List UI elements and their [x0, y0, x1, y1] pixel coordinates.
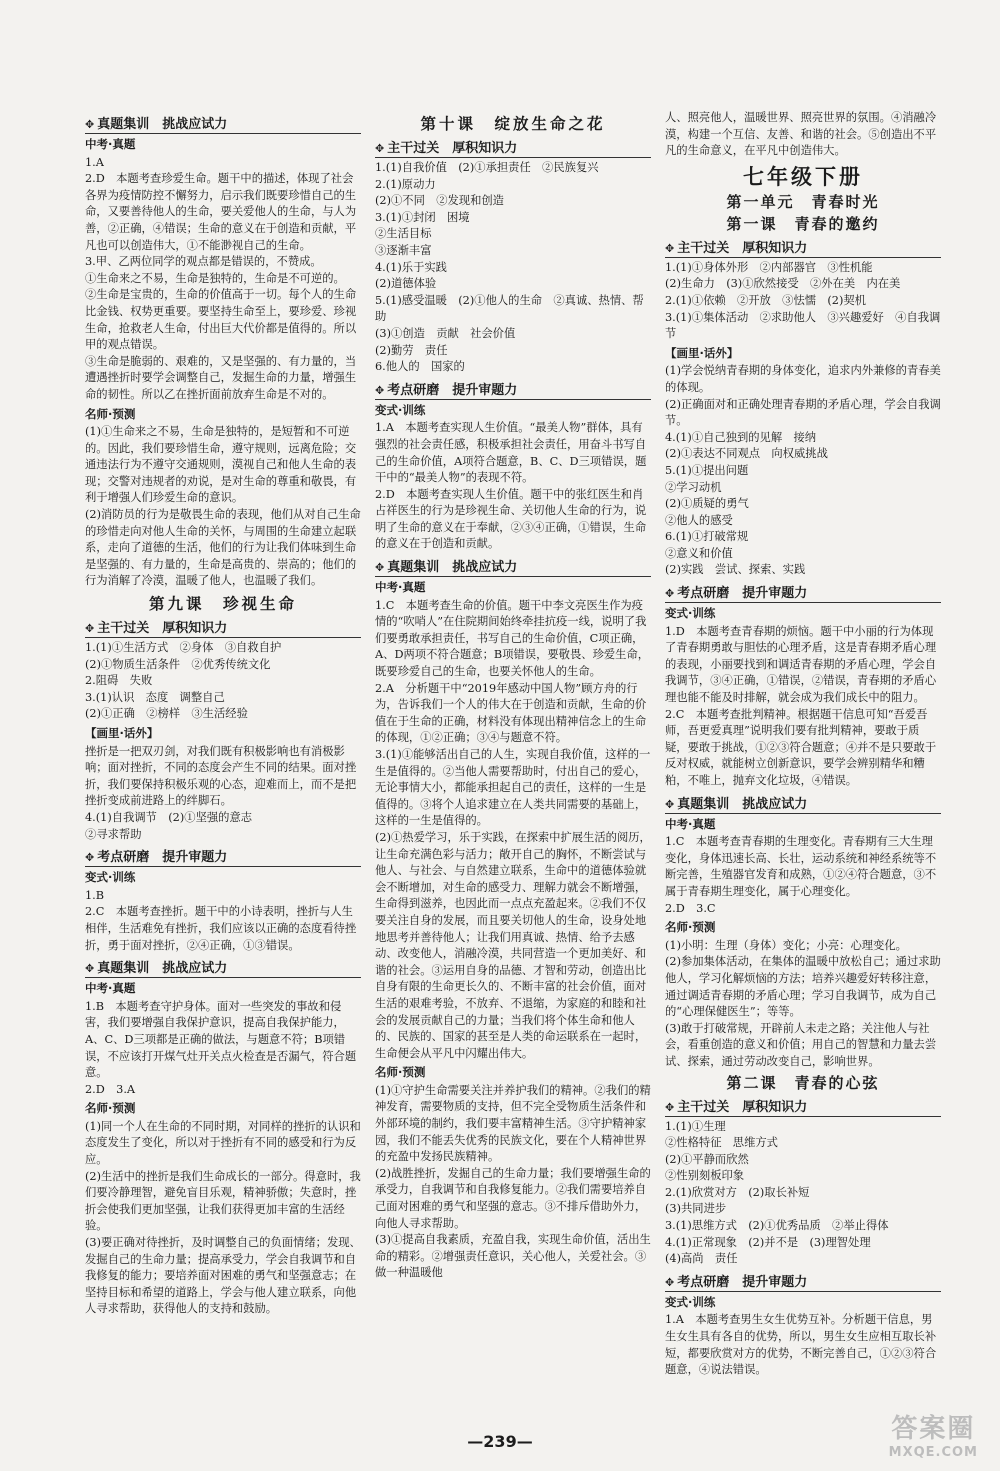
sub-heading: 名师·预测 — [375, 1065, 426, 1080]
answer-paragraph: 1.C 本题考查生命的价值。题干中李文亮医生作为疫情的“吹哨人”在住院期间始终牵挂抗疫一线，说明了我们要勇敢承担责任，书写自己的生命价值，C项正确，A、D两项不符合题意；B项错误，要敬畏、珍爱生命，既要珍爱自己的生命，也要关怀他人的生命。 — [375, 598, 650, 679]
answer-paragraph: 6.他人的 国家的 — [375, 360, 465, 374]
page-number: —239— — [467, 1432, 533, 1451]
answer-paragraph: ②生活目标 — [375, 227, 432, 241]
answer-paragraph: (1)①守护生命需要关注并养护我们的精神。②我们的精神发育，需要物质的支持，但不完全受物质生活条件和外部环境的制约，我们要丰富精神生活。③守护精神家园，我们不能丢失优秀的民族文化，要在个人精神世界的充盈中发扬民族精神。 — [375, 1083, 651, 1164]
section-diamond-icon: ✥ — [85, 962, 95, 976]
answer-paragraph: (2)参加集体活动，在集体的温暖中放松自己；通过求助他人，学习化解烦恼的方法；培养兴趣爱好转移注意，通过调适青春期的矛盾心理；学习自我调节，成为自己的“心理保健医生”；等等。 — [665, 955, 941, 1019]
answer-paragraph: ②学习动机 — [665, 480, 722, 494]
section-header — [375, 382, 651, 400]
answer-paragraph: (2)①表达不同观点 向权威挑战 — [665, 447, 828, 461]
section-header-text: 主干过关 厚积知识力 — [677, 240, 808, 256]
answer-paragraph: (2)①正确 ②榜样 ③生活经验 — [85, 707, 248, 721]
answer-paragraph: 2.(1)欣赏对方 (2)取长补短 — [665, 1185, 810, 1199]
section-header-text: 主干过关 厚积知识力 — [387, 141, 518, 156]
answer-paragraph: 1.A — [85, 155, 104, 169]
column-right — [665, 110, 941, 1410]
answer-paragraph: 4.(1)自我调节 (2)①坚强的意志 — [85, 810, 253, 824]
answer-paragraph: 2.C 本题考查挫折。题干中的小诗表明，挫折与人生相伴，生活难免有挫折，我们应该以正确的态度看待挫折，勇于面对挫折，②④正确，①③错误。 — [85, 905, 357, 952]
answer-paragraph: 2.D 本题考查珍爱生命。题干中的描述，体现了社会各界为疫情防控不懈努力，启示我们既要珍惜自己的生命，又要善待他人的生命，要关爱他人的生命，与人为善，②正确，④错误；生命的意义在于创造和贡献，平凡也可以创造伟大，①不能渺视自己的生命。 — [85, 172, 357, 252]
answer-paragraph: (2)①物质生活条件 ②优秀传统文化 — [85, 657, 271, 671]
section-header — [85, 960, 361, 978]
answer-paragraph: (3)要正确对待挫折，及时调整自己的负面情绪；发现、发掘自己的生命力量；提高承受力，学会自我调节和自我修复的能力；要培养面对困难的勇气和坚强意志；在坚持目标和希望的道路上，学会与他人建立联系，向他人寻求帮助，获得他人的支持和鼓励。 — [85, 1236, 361, 1316]
answer-paragraph: 2.(1)原动力 — [375, 177, 436, 191]
section-header-text: 考点研磨 提升审题力 — [97, 850, 228, 866]
answer-paragraph: 1.(1)①身体外形 ②内部器官 ③性机能 — [665, 260, 873, 274]
answer-paragraph: 2.D 3.A — [85, 1082, 136, 1096]
answer-paragraph: 2.C 本题考查批判精神。根据题干信息可知“吾爱吾师，吾更爱真理”说明我们要有批判精神，要敢于质疑，要敢于挑战，①②③符合题意；④并不是只要敢于反对权威，就能树立创新意识，要学会辨别精华和糟粕，不唯上，抛弃文化垃圾，④错误。 — [665, 707, 937, 787]
section-diamond-icon: ✥ — [665, 797, 675, 811]
answer-paragraph: (1)学会悦纳青春期的身体变化，追求内外兼修的青春美的体现。 — [665, 364, 941, 394]
watermark-url: MXQE.COM — [888, 1445, 978, 1460]
answer-paragraph: (2)生活中的挫折是我们生命成长的一部分。得意时，我们要冷静理智，避免盲目乐观，精神骄傲；失意时，挫折会使我们更加坚强，让我们获得更加丰富的生活经验。 — [85, 1169, 361, 1233]
section-header-text: 真题集训 挑战应试力 — [387, 560, 518, 576]
answer-paragraph: ③逐渐丰富 — [375, 243, 432, 257]
section-diamond-icon: ✥ — [375, 383, 385, 397]
unit-title: 第一课 青春的邀约 — [726, 214, 880, 233]
sub-heading: 中考·真题 — [665, 816, 716, 831]
answer-paragraph: (2)①平静而欣然 — [665, 1152, 749, 1166]
answer-paragraph: ③生命是脆弱的、艰难的，又是坚强的、有力量的，当遭遇挫折时要学会调整自己，发掘生命的力量，增强生命的韧性。所以乙在挫折面前放弃生命是不对的。 — [85, 354, 357, 401]
answer-paragraph: 2.A 分析题干中“2019年感动中国人物”顾方舟的行为，告诉我们一个人的伟大在于创造和贡献，生命的价值在于生命的正确，材料没有体现出精神信念上的生命的体现，①②正确；③④与题意不符。 — [375, 681, 647, 745]
answer-paragraph: (2)①热爱学习，乐于实践，在探索中扩展生活的阅历，让生命充满色彩与活力；敞开自己的胸怀，不断尝试与他人、与社会、与自然建立联系，生命中的道德体验就会不断增加，对生命的感受力、理解力就会不断增强，生命得到滋养，也因此而一点点充盈起来。②我们不仅要关注自身的发展，而且要关切他人的生命，设身处地地思考并善待他人；让我们用真诚、热情、给予去感动、改变他人，消融冷漠，共同营造一个更加美好、和谐的社会。③运用自身的品德、才智和劳动，创造出比自身有限的生命更长久的、不断丰富的社会价值，面对生活的艰难考验，不放弃、不退缩，为家庭的和睦和社会的发展贡献自己的力量；当我们将个体生命和他人的、民族的、国家的甚至是人类的命运联系在一起时，生命便会从平凡中闪耀出伟大。 — [375, 830, 651, 1060]
answer-paragraph: 3.(1)认识 态度 调整自己 — [85, 690, 225, 704]
section-header — [375, 559, 651, 577]
answer-paragraph: 5.(1)①提出问题 — [665, 463, 749, 477]
section-diamond-icon: ✥ — [375, 142, 385, 155]
sub-heading: 名师·预测 — [85, 1101, 136, 1116]
section-header-text: 主干过关 厚积知识力 — [677, 1099, 808, 1115]
watermark-logo — [889, 1408, 978, 1460]
section-diamond-icon: ✥ — [85, 118, 95, 131]
column-middle — [375, 110, 651, 1410]
section-diamond-icon: ✥ — [85, 622, 95, 636]
answer-paragraph: 1.B 本题考查守护身体。面对一些突发的事故和侵害，我们要增强自我保护意识，提高自我保护能力，A、C、D三项都是正确的做法，与题意不符；B项错误，不应该打开煤气灶开关点火检查是否漏气，符合题意。 — [85, 999, 357, 1080]
answer-paragraph: ②意义和价值 — [665, 546, 733, 560]
sub-heading: 名师·预测 — [85, 406, 136, 421]
answer-paragraph: ②性别刻板印象 — [665, 1169, 745, 1183]
answer-paragraph: (3)敢于打破常规，开辟前人未走之路；关注他人与社会，看重创造的意义和价值；用自己的智慧和力量去尝试、探索，通过劳动改变自己，影响世界。 — [665, 1021, 937, 1068]
answer-paragraph: 4.(1)①自己独到的见解 接纳 — [665, 430, 817, 444]
section-diamond-icon: ✥ — [85, 851, 95, 865]
section-header-text: 真题集训 挑战应试力 — [97, 961, 228, 977]
answer-paragraph: (2)正确面对和正确处理青春期的矛盾心理，学会自我调节。 — [665, 397, 941, 428]
watermark-text: 答案圈 — [891, 1414, 976, 1444]
answer-paragraph: (1)同一个人在生命的不同时期，对同样的挫折的认识和态度发生了变化，所以对于挫折有不同的感受和行为反应。 — [85, 1119, 361, 1167]
answer-paragraph: (1)①生命来之不易，生命是独特的，是短暂和不可逆的。因此，我们要珍惜生命，遵守规则，远离危险；交通违法行为不遵守交通规则，漠视自己和他人生命的表现；交警对违规者的劝说，是对生命的尊重和敬畏，有利于增强人们珍爱生命的意识。 — [85, 425, 357, 505]
answer-paragraph: 2.D 3.C — [665, 901, 716, 915]
sub-heading: 变式·训练 — [665, 606, 716, 621]
section-diamond-icon: ✥ — [665, 1100, 675, 1114]
answer-paragraph: 6.(1)①打破常规 — [665, 530, 749, 544]
answer-paragraph: (3)①创造 贡献 社会价值 — [375, 326, 516, 340]
sub-heading: 中考·真题 — [375, 580, 426, 595]
sub-heading: 名师·预测 — [665, 920, 716, 935]
answer-paragraph: (2)生命力 (3)①欣然接受 ②外在美 内在美 — [665, 277, 901, 291]
section-header-text: 真题集训 挑战应试力 — [677, 796, 808, 812]
answer-paragraph: 人、照亮他人，温暖世界、照亮世界的氛围。④消融冷漠，构建一个互信、友善、和谐的社会。⑤创造出不平凡的生命意义，在平凡中创造伟大。 — [665, 111, 937, 158]
answer-paragraph: 1.D 本题考查青春期的烦恼。题干中小丽的行为体现了青春期勇敢与胆怯的心理矛盾，这是青春期矛盾心理的表现，小丽要找到和调适青春期的矛盾心理，学会自我调节，③④正确，①错误，②错误，青春期的矛盾心理也能不能及时排解，就会成为我们成长中的阻力。 — [665, 624, 937, 705]
answer-paragraph: 挫折是一把双刃剑，对我们既有积极影响也有消极影响；面对挫折，不同的态度会产生不同的结果。面对挫折，我们要保持积极乐观的心态，迎难而上，而不是把挫折变成前进路上的绊脚石。 — [85, 744, 357, 808]
sub-heading: 【画里·话外】 — [665, 345, 739, 360]
section-diamond-icon: ✥ — [665, 587, 675, 601]
answer-paragraph: ②性格特征 思维方式 — [665, 1136, 778, 1150]
answer-paragraph: ②生命是宝贵的，生命的价值高于一切。每个人的生命比金钱、权势更重要。要坚持生命至上，要珍爱、珍视生命，抢救老人生命，付出巨大代价都是值得的。所以甲的观点错误。 — [85, 288, 357, 352]
section-header — [375, 140, 651, 158]
answer-paragraph: 1.(1)自我价值 (2)①承担责任 ②民族复兴 — [375, 161, 599, 174]
section-header — [85, 849, 361, 867]
answer-paragraph: 1.A 本题考查男生女生优势互补。分析题干信息，男生女生具有各自的优势，所以，男生女生应相互取长补短，都要欣赏对方的优势，不断完善自己，①②③符合题意，④说法错误。 — [665, 1313, 937, 1377]
answer-paragraph: (2)①不同 ②发现和创造 — [375, 194, 504, 208]
answer-paragraph: 4.(1)乐于实践 — [375, 260, 447, 274]
answer-paragraph: 3.(1)思维方式 (2)①优秀品质 ②举止得体 — [665, 1219, 889, 1233]
unit-title: 第一单元 青春时光 — [726, 192, 880, 211]
answer-paragraph: 3.甲、乙两位同学的观点都是错误的，不赞成。 — [85, 255, 322, 269]
sub-heading: 变式·训练 — [665, 1294, 716, 1309]
section-header — [665, 585, 941, 603]
section-header — [665, 1099, 941, 1117]
answer-paragraph: ①生命来之不易，生命是独特的，生命是不可逆的。 — [85, 271, 345, 285]
section-header-text: 考点研磨 提升审题力 — [677, 1274, 808, 1290]
section-header — [665, 796, 941, 814]
answer-paragraph: (2)消防员的行为是敬畏生命的表现，他们从对自己生命的珍惜走向对他人生命的关怀，与周围的生命建立起联系，走向了道德的生活，他们的行为让我们体味到生命是坚强的、有力量的，生命是高贵的、崇高的；他们的行为消解了冷漠，温暖了他人，也温暖了我们。 — [85, 508, 361, 588]
answer-paragraph: 2.阻碍 失败 — [85, 674, 153, 688]
answer-paragraph: (2)①质疑的勇气 — [665, 497, 749, 511]
answer-paragraph: 2.D 本题考查实现人生价值。题干中的张红医生和肖占祥医生的行为是珍视生命、关切他人生命的行为，说明了生命的意义在于奉献，②③④正确，①错误，生命的意义在于创造和贡献。 — [375, 487, 647, 551]
answer-paragraph: 1.(1)①生活方式 ②身体 ③自救自护 — [85, 641, 282, 655]
lesson-title: 第十课 绽放生命之花 — [420, 115, 606, 133]
answer-paragraph: (1)小明：生理（身体）变化；小亮：心理变化。 — [665, 938, 907, 952]
sub-heading: 变式·训练 — [375, 402, 426, 417]
section-diamond-icon: ✥ — [375, 561, 385, 575]
column-left — [85, 110, 361, 1410]
answer-paragraph: ②他人的感受 — [665, 513, 733, 527]
answer-paragraph: (2)战胜挫折，发掘自己的生命力量；我们要增强生命的承受力，自我调节和自我修复能力。②我们需要培养自己面对困难的勇气和坚强的意志。③不排斥借助外力，向他人寻求帮助。 — [375, 1166, 651, 1230]
section-header — [85, 116, 361, 134]
answer-paragraph: 5.(1)感受温暖 (2)①他人的生命 ②真诚、热情、帮助 — [375, 293, 644, 324]
sub-heading: 中考·真题 — [85, 981, 136, 996]
section-header — [665, 240, 941, 258]
sub-heading: 变式·训练 — [85, 870, 136, 885]
columns — [85, 110, 960, 1410]
answer-paragraph: 1.A 本题考查实现人生价值。“最美人物”群体，具有强烈的社会责任感，积极承担社会责任，用奋斗书写自己的生命价值，A项符合题意，B、C、D三项错误，题干中的“最美人物”的表现不符。 — [375, 421, 647, 485]
section-header-text: 考点研磨 提升审题力 — [387, 382, 518, 398]
section-diamond-icon: ✥ — [665, 241, 675, 255]
section-diamond-icon: ✥ — [665, 1275, 675, 1289]
answer-paragraph: (2)实践 尝试、探索、实践 — [665, 563, 806, 577]
answer-paragraph: ②寻求帮助 — [85, 827, 142, 841]
answer-paragraph: 4.(1)正常现象 (2)并不是 (3)理智处理 — [665, 1235, 871, 1249]
section-header — [665, 1274, 941, 1292]
answer-paragraph: 3.(1)①封闭 困境 — [375, 210, 470, 224]
answer-paragraph: (4)高尚 责任 — [665, 1252, 738, 1266]
grade-title: 七年级下册 — [743, 164, 863, 189]
answer-paragraph: (2)勤劳 责任 — [375, 343, 448, 357]
answer-paragraph: 1.(1)①生理 — [665, 1119, 726, 1133]
lesson-title: 第九课 珍视生命 — [148, 595, 297, 614]
answer-paragraph: (2)道德体验 — [375, 277, 437, 291]
answer-paragraph: 1.C 本题考查青春期的生理变化。青春期有三大生理变化，身体迅速长高、长壮，运动系统和神经系统等不断完善，生殖器官发育和成熟，①②④符合题意，③不属于青春期生理变化，属于心理变化。 — [665, 835, 937, 898]
sub-heading: 【画里·话外】 — [85, 726, 159, 740]
answer-paragraph: 3.(1)①能够活出自己的人生，实现自我价值，这样的一生是值得的。②当他人需要帮助时，付出自己的爱心，无论事情大小，都能承担起自己的责任，这样的一生是值得的。③将个人追求建立在人类共同需要的基础上，这样的一生是值得的。 — [375, 748, 651, 828]
answer-paragraph: (3)①提高自我素质，充盈自我，实现生命价值，活出生命的精彩。②增强责任意识，关心他人，关爱社会。③做一种温暖他 — [375, 1233, 651, 1280]
section-header — [85, 620, 361, 638]
answer-paragraph: 1.B — [85, 888, 105, 902]
answer-paragraph: (3)共同进步 — [665, 1202, 727, 1216]
sub-heading: 中考·真题 — [85, 137, 136, 151]
section-header-text: 主干过关 厚积知识力 — [97, 621, 228, 637]
answer-paragraph: 2.(1)①依赖 ②开放 ③怯懦 (2)契机 — [665, 293, 866, 307]
answer-paragraph: 3.(1)①集体活动 ②求助他人 ③兴趣爱好 ④自我调节 — [665, 310, 941, 341]
unit-title: 第二课 青春的心弦 — [726, 1073, 880, 1092]
section-header-text: 真题集训 挑战应试力 — [97, 117, 228, 132]
section-header-text: 考点研磨 提升审题力 — [677, 586, 808, 602]
